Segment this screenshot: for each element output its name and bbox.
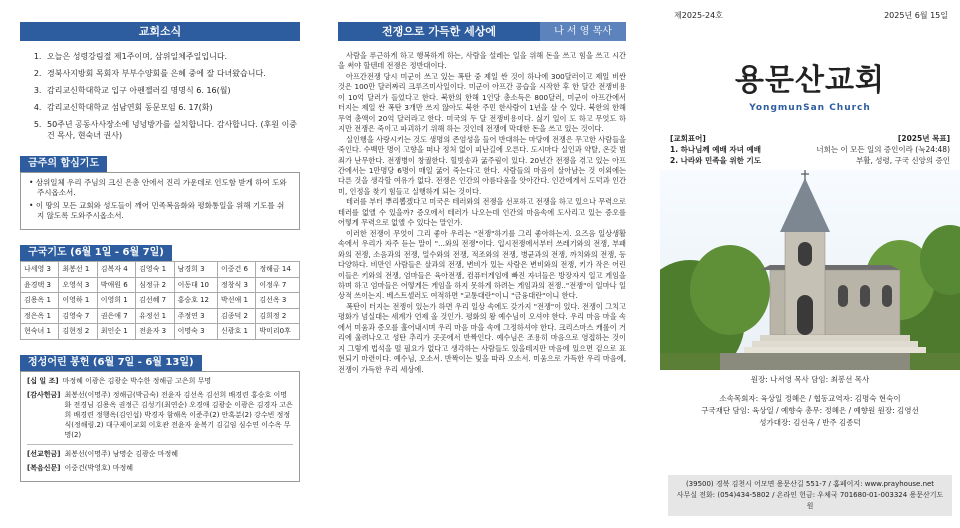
table-cell: 전윤자 3: [136, 324, 174, 340]
offering-value: 최봉선(이명주) 남명순 김광순 마정혜: [64, 449, 179, 458]
table-cell: 박선애 1: [218, 293, 256, 309]
column-author: 나 서 영 목사: [540, 22, 626, 41]
table-cell: 김선혜 7: [136, 293, 174, 309]
offering-row: [27, 463, 293, 473]
table-row: [21, 308, 300, 324]
table-cell: 주정연 3: [174, 308, 217, 324]
table-cell: 이중건 6: [218, 262, 256, 278]
news-item: 4. 감리교신학대학교 섬남연회 동문모임 6. 17(화): [44, 102, 300, 113]
table-cell: 홍승호 12: [174, 293, 217, 309]
prayer-box: [20, 172, 300, 230]
table-cell: 유정선 1: [136, 308, 174, 324]
paragraph: 사람을 푸근하게 하고 행복하게 하는, 사람을 설레는 일을 위해 돈을 쓰고 힘을 쓰고 시간을 써야 할텐데 전쟁은 정반대이다.: [338, 51, 626, 71]
column-header: [338, 22, 626, 41]
table-cell: 오영석 3: [59, 277, 97, 293]
goal-item: 부활, 성령, 구국 신앙의 증인: [856, 156, 950, 165]
table-cell: 현숙녀 1: [21, 324, 59, 340]
table-cell: 이영희 1: [97, 293, 135, 309]
paragraph: 실인행을 사랑시키는 것도 생명의 존엄성을 들어 반대하는 마당에 전쟁은 무고한 사람들을 죽인다. 수백만 명이 고향을 떠나 정처 없이 피난길에 오른다. 도시마다 실인과 약탈, 온갖 범죄가 난무한다. 전쟁병이 창궐한다. 힐빗송과 굶주림이 있다. 20년간 전쟁을 겪고 있는 아프간에서는 1만명당 6명이 매일 굶어 죽는다고 한다. 사람들의 마음이 살아남는 것 이외에는 다른 것을 생각할 여유가 없다. 전쟁은 인간의 아름다움을 앗아간다. 인간에게서 도덕과 인간미, 인정을 찾기 힘들고 실행하게 되는 것이다.: [338, 134, 626, 196]
district-title: 구국기도 (6월 1일 - 6월 7일): [20, 245, 172, 261]
motto-left: [670, 133, 761, 166]
table-cell: 정해금 14: [256, 262, 300, 278]
table-row: [21, 262, 300, 278]
table-cell: 김용옥 1: [21, 293, 59, 309]
offering-section: [20, 350, 300, 482]
table-cell: 남경희 3: [174, 262, 217, 278]
table-cell: 최인순 1: [97, 324, 135, 340]
issue-number: 제2025-24호: [674, 11, 723, 20]
news-header: 교회소식: [20, 22, 300, 41]
table-cell: 김영숙 1: [136, 262, 174, 278]
contact-footer: [668, 475, 952, 516]
pastor-line: 원장: 나서영 목사 담임: 최봉선 목사: [750, 375, 870, 384]
church-illustration: [660, 170, 960, 370]
table-cell: 김선옥 3: [256, 293, 300, 309]
table-cell: 이동대 10: [174, 277, 217, 293]
divider: [27, 444, 293, 445]
church-name: 용문산교회: [735, 63, 885, 98]
table-cell: 김희정 2: [256, 308, 300, 324]
table-cell: 정은옥 1: [21, 308, 59, 324]
table-cell: 이영하 1: [59, 293, 97, 309]
offering-row: [27, 390, 293, 440]
middle-panel: [320, 0, 642, 528]
motto-item: 2. 나라와 민족을 위한 기도: [670, 156, 761, 165]
offering-value: 마정혜 이광은 김광순 박수한 정해금 고은희 무명: [62, 376, 212, 385]
table-cell: 김종덕 2: [218, 308, 256, 324]
district-table: [20, 261, 300, 340]
table-cell: 박미리0후: [256, 324, 300, 340]
cover-panel: [660, 0, 960, 528]
table-cell: 최봉선 1: [59, 262, 97, 278]
news-item: 3. 감리교신학대학교 입구 아펜젤러길 명명식 6. 16(월): [44, 85, 300, 96]
district-section: [20, 240, 300, 340]
offering-box: [20, 371, 300, 482]
staff-line: 성가대장: 김선옥 / 반주 김종덕: [759, 418, 861, 427]
offering-value: 최봉선(이명주) 정해금(박금숙) 전윤자 김선옥 김선희 배경련 홍승호 이명화 전경님 김용옥 권정근 김성기(최연순) 오경애 김광순 이광은 김경자 고은희 배경련 정행옥(김인섭) 박경자 함해옥 이준주(2) 안혹분(2) 강수빈 정정식(정해림.2) 대구제이교회 이호관 전윤자 윤복기 김길임 심수연 이수옥 무명(2): [64, 390, 293, 439]
goal-right: [816, 133, 950, 166]
table-cell: 나세영 3: [21, 262, 59, 278]
staff-line: 소속목회자: 육상일 정혜은 / 협동교역자: 김명숙 현숙이: [719, 394, 901, 403]
paragraph: 이러한 전쟁이 무엇이 그리 좋아 우리는 "전쟁"하기를 그리 좋아하는지. 요즈음 일상생활 속에서 우리가 자주 듣는 말이 "...와의 전쟁"이다. 입시전쟁에서부터 쓰레기와의 전쟁, 부패와의 전쟁, 소음과의 전쟁, 밀수와의 전쟁, 적조와의 전쟁, 병균과의 전쟁, 까치와의 전쟁, 등 다양하다. 비만인 사람들은 살과의 전쟁, 변비가 있는 사람은 변비와의 전쟁, 키가 작은 어린이들은 키와의 전쟁, 엄마들은 육아전쟁, 컴퓨터게임에 빠진 자녀들은 방장자지 일고 게임을 하며 하고 엄마들은 어떻게든 게임을 하지 못하게 하려는 게임과의 전쟁.."전쟁"이 일마나 일상적 쓰이는지. 베스트셀러도 여적하면 "교통대란"이니 "금융대란"이니 한다.: [338, 228, 626, 301]
church-name-english: YongmunSan Church: [749, 103, 871, 113]
table-cell: 김현정 2: [59, 324, 97, 340]
church-photo: [660, 170, 960, 370]
motto-label: [교회표어]: [670, 134, 706, 143]
prayer-title: 금주의 합심기도: [20, 156, 107, 172]
table-row: [21, 277, 300, 293]
motto-item: 1. 하나님께 예배 자녀 예배: [670, 145, 761, 154]
footer-line: 사무실 전화: (054)434-5802 / 온라인 헌금: 우체국 701680-01-003324 용문산기도원: [676, 491, 944, 510]
prayer-item: • 이 땅의 모든 교회와 성도들이 깨어 민족복음화와 평화통일을 위해 기도를 쉬지 않도록 도와주시옵소서.: [29, 201, 285, 220]
table-row: [21, 324, 300, 340]
news-item: 5. 50주년 공동사사장소에 넝넝방가를 실치합니다. 감사합니다. (후원 이중건 목사, 현숙녀 권사): [44, 119, 300, 141]
table-row: [21, 293, 300, 309]
column-title: 전쟁으로 가득한 세상에: [338, 22, 540, 41]
offering-key: [감사헌금]: [27, 390, 61, 399]
paragraph: 폭탄이 터지는 전쟁이 있는가 하면 우리 일상 속에도 갖가지 "전쟁"이 있다. 전쟁이 그치고 평화가 넘실대는 세계가 언제 올 것인가. 평화의 왕 예수님이 오셔야 한다. 우리 마음 마을 속에서 미움과 증오를 훌어내시며 우리 마음 마을 속에 그정하셔야 한다. 크리스마스 캐롤이 거리에 울려나오고 성탄 추리가 곳곳에서 반짝인다. 예수님은 조용히 마음으로 영접하는 것이지 그렇게 법석을 떨 필요가 없다고 생각하는 사람들도 있을테지만 마음에 있으면 겉으로 표현되기 마련이다. 예수님, 오소서. 반짝이는 빛을 따라 오소서. 미움으로 가득한 우리 마음에, 전쟁이 가득한 우리 세상에.: [338, 301, 626, 374]
goal-item: 너희는 이 모든 일의 증인이라 (눅24:48): [816, 145, 950, 154]
staff-line: 구국재단 담임: 육상일 / 예향숙 총무: 정혜은 / 예향원 원장: 김영선: [701, 406, 919, 415]
offering-title: 정성어린 봉헌 (6월 7일 - 6월 13일): [20, 355, 202, 371]
table-cell: 권은애 7: [97, 308, 135, 324]
news-item: 2. 경북사지방회 목회자 부부수양회를 은혜 중에 잘 다녀왔습니다.: [44, 68, 300, 79]
offering-key: [복음신문]: [27, 463, 61, 472]
column-body: [338, 51, 626, 375]
issue-bar: [660, 0, 960, 21]
staff-list: [660, 393, 960, 429]
offering-value: 이중건(박영호) 마정혜: [64, 463, 133, 472]
motto-block: [660, 133, 960, 166]
offering-key: [선교헌금]: [27, 449, 61, 458]
prayer-text: 이 땅의 모든 교회와 성도들이 깨어 민족복음화와 평화통일을 위해 기도를 쉬지 않도록 도와주시옵소서.: [35, 201, 285, 220]
prayer-section: [20, 151, 300, 230]
table-cell: 이명숙 3: [174, 324, 217, 340]
offering-row: [27, 449, 293, 459]
table-cell: 정창식 3: [218, 277, 256, 293]
news-item: 1. 오늘은 성령강림절 제1주이며, 삼위일체주일입니다.: [44, 51, 300, 62]
table-cell: 김영숙 7: [59, 308, 97, 324]
offering-key: [십 일 조]: [27, 376, 59, 385]
offering-row: [27, 376, 293, 386]
prayer-item: • 삼위일체 우리 주님의 크신 은총 안에서 진리 가운데로 인도함 받게 하여 도와주시옵소서.: [29, 178, 287, 197]
prayer-text: 삼위일체 우리 주님의 크신 은총 안에서 진리 가운데로 인도함 받게 하여 도와주시옵소서.: [35, 178, 287, 197]
table-cell: 박애원 6: [97, 277, 135, 293]
footer-line: (39500) 경북 김천시 어모면 용문산길 551-7 / 홈페이지: www.prayhouse.net: [685, 480, 935, 488]
table-cell: 심정규 2: [136, 277, 174, 293]
goal-label: [2025년 목표]: [897, 134, 950, 143]
table-cell: 윤경택 3: [21, 277, 59, 293]
paragraph: 테러를 부터 뿌리뽑겠다고 미국은 테러와의 전쟁을 선포하고 전쟁을 하고 있으나 무력으로 테러를 없앨 수 있을까? 증오에서 테러가 나오는데 인간의 마음속에 도사리고 있는 증오를 어떻게 무력으로 없앨 수 있다는 말인가.: [338, 197, 626, 228]
issue-date: 2025년 6월 15일: [884, 11, 948, 20]
news-list: [44, 51, 300, 141]
table-cell: 이정우 7: [256, 277, 300, 293]
left-panel: [0, 0, 318, 528]
table-cell: 김복자 4: [97, 262, 135, 278]
table-cell: 신광호 1: [218, 324, 256, 340]
paragraph: 아프간전쟁 당시 미군이 쓰고 있는 폭탄 중 제일 싼 것이 하나에 300달러이고 제일 비싼 것은 100만 달러짜리 크루즈미사일이다. 미군이 아프간 공습을 시작한 후 한 달간 전쟁비용이 10억 달러가 들었다고 한다. 북한의 한해 1인당 총소득은 800달러, 미군이 아프간에서 터지는 제일 싼 폭탄 3개만 쓰지 않아도 북한 주민 한사람이 1년을 살 수 있다. 북한의 한해 무역 총액이 20억 달러라고 한다. 미국의 두 달 전쟁비용이다. 싫기 일이 도 하고 무엇도 하지만 전쟁은 죽이고 파괴하기 위해 하는 것인데 전쟁에 막대한 돈을 쓰고 있는 것이다.: [338, 71, 626, 134]
